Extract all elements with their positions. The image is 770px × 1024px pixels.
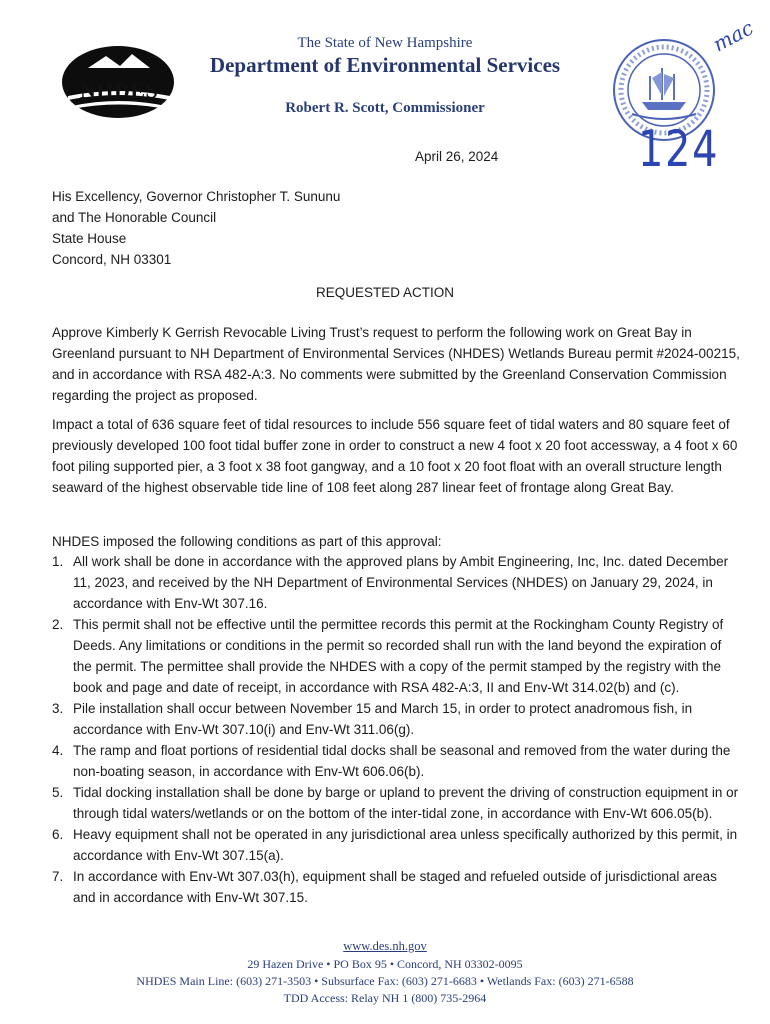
state-name: The State of New Hampshire: [297, 35, 473, 51]
footer-phones: NHDES Main Line: (603) 271-3503 • Subsurface Fax: (603) 271-6683 • Wetlands Fax: (603) 271-6588: [136, 974, 634, 988]
list-text: All work shall be done in accordance with the approved plans by Ambit Engineering, Inc, Inc. dated December 11, 2023, and received by the NH Department of Environmental Services (NHDES) on January 29, 2024, in accordance with Env-Wt 307.16.: [73, 554, 729, 611]
footer-address: 29 Hazen Drive • PO Box 95 • Concord, NH 03302-0095: [247, 957, 523, 971]
list-item: [52, 866, 742, 908]
list-number: 7.: [52, 869, 64, 884]
body-paragraph: Approve Kimberly K Gerrish Revocable Living Trust’s request to perform the following work on Great Bay in Greenland pursuant to NH Department of Environmental Services (NHDES) Wetlands Bureau permit #2024-00215, and in accordance with RSA 482-A:3. No comments were submitted by the Greenland Conservation Commission regarding the project as proposed.: [52, 325, 740, 403]
list-number: 5.: [52, 785, 64, 800]
list-number: 4.: [52, 743, 64, 758]
list-number: 1.: [52, 554, 64, 569]
commissioner-name: Robert R. Scott, Commissioner: [285, 100, 485, 116]
department-name: Department of Environmental Services: [209, 53, 561, 77]
list-number: 6.: [52, 827, 64, 842]
conditions-intro: NHDES imposed the following conditions as part of this approval:: [52, 534, 442, 549]
list-item: [52, 698, 742, 740]
letter-date: April 26, 2024: [415, 149, 499, 164]
list-item: [52, 824, 742, 866]
list-text: Tidal docking installation shall be done by barge or upland to prevent the driving of construction equipment in or through tidal waters/wetlands or on the bottom of the inter-tidal zone, in accordance with Env-Wt 606.05(b).: [73, 785, 739, 821]
list-text: Heavy equipment shall not be operated in any jurisdictional area unless specifically authorized by this permit, in accordance with Env-Wt 307.15(a).: [73, 827, 738, 863]
address-line: Concord, NH 03301: [52, 252, 172, 267]
handwritten-item-number: 124: [638, 120, 720, 178]
footer-website-link[interactable]: www.des.nh.gov: [343, 939, 427, 953]
address-line: His Excellency, Governor Christopher T. Sununu: [52, 189, 341, 204]
conditions-list: [52, 551, 742, 908]
list-number: 3.: [52, 701, 64, 716]
body-paragraph: Impact a total of 636 square feet of tidal resources to include 556 square feet of tidal waters and 80 square feet of previously developed 100 foot tidal buffer zone in order to construct a new 4 foot x 20 foot accessway, a 4 foot x 60 foot piling supported pier, a 3 foot x 38 foot gangway, and a 10 foot x 20 foot float with an overall structure length seaward of the highest observable tide line of 108 feet along 287 linear feet of frontage along Great Bay.: [52, 417, 738, 495]
list-text: The ramp and float portions of residential tidal docks shall be seasonal and removed from the water during the non-boating season, in accordance with Env-Wt 606.06(b).: [73, 743, 731, 779]
list-text: In accordance with Env-Wt 307.03(h), equipment shall be staged and refueled outside of jurisdictional areas and in accordance with Env-Wt 307.15.: [73, 869, 717, 905]
list-item: [52, 782, 742, 824]
address-line: and The Honorable Council: [52, 210, 217, 225]
list-item: [52, 614, 742, 698]
list-number: 2.: [52, 617, 64, 632]
footer-tdd: TDD Access: Relay NH 1 (800) 735-2964: [283, 991, 487, 1005]
list-text: This permit shall not be effective until the permittee records this permit at the Rockingham County Registry of Deeds. Any limitations or conditions in the permit so recorded shall run with the land beyond the expiration of the permit. The permittee shall provide the NHDES with a copy of the permit stamped by the registry with the book and page and date of receipt, in accordance with RSA 482-A:3, II and Env-Wt 314.02(b) and (c).: [73, 617, 724, 695]
requested-action-heading: REQUESTED ACTION: [315, 285, 455, 300]
logo-text: NHDES: [80, 78, 159, 103]
handwritten-initials: mac: [708, 15, 758, 57]
list-text: Pile installation shall occur between November 15 and March 15, in order to protect anadromous fish, in accordance with Env-Wt 307.10(i) and Env-Wt 311.06(g).: [73, 701, 693, 737]
recipient-address: [52, 186, 340, 270]
list-item: [52, 740, 742, 782]
address-line: State House: [52, 231, 127, 246]
list-item: [52, 551, 742, 614]
